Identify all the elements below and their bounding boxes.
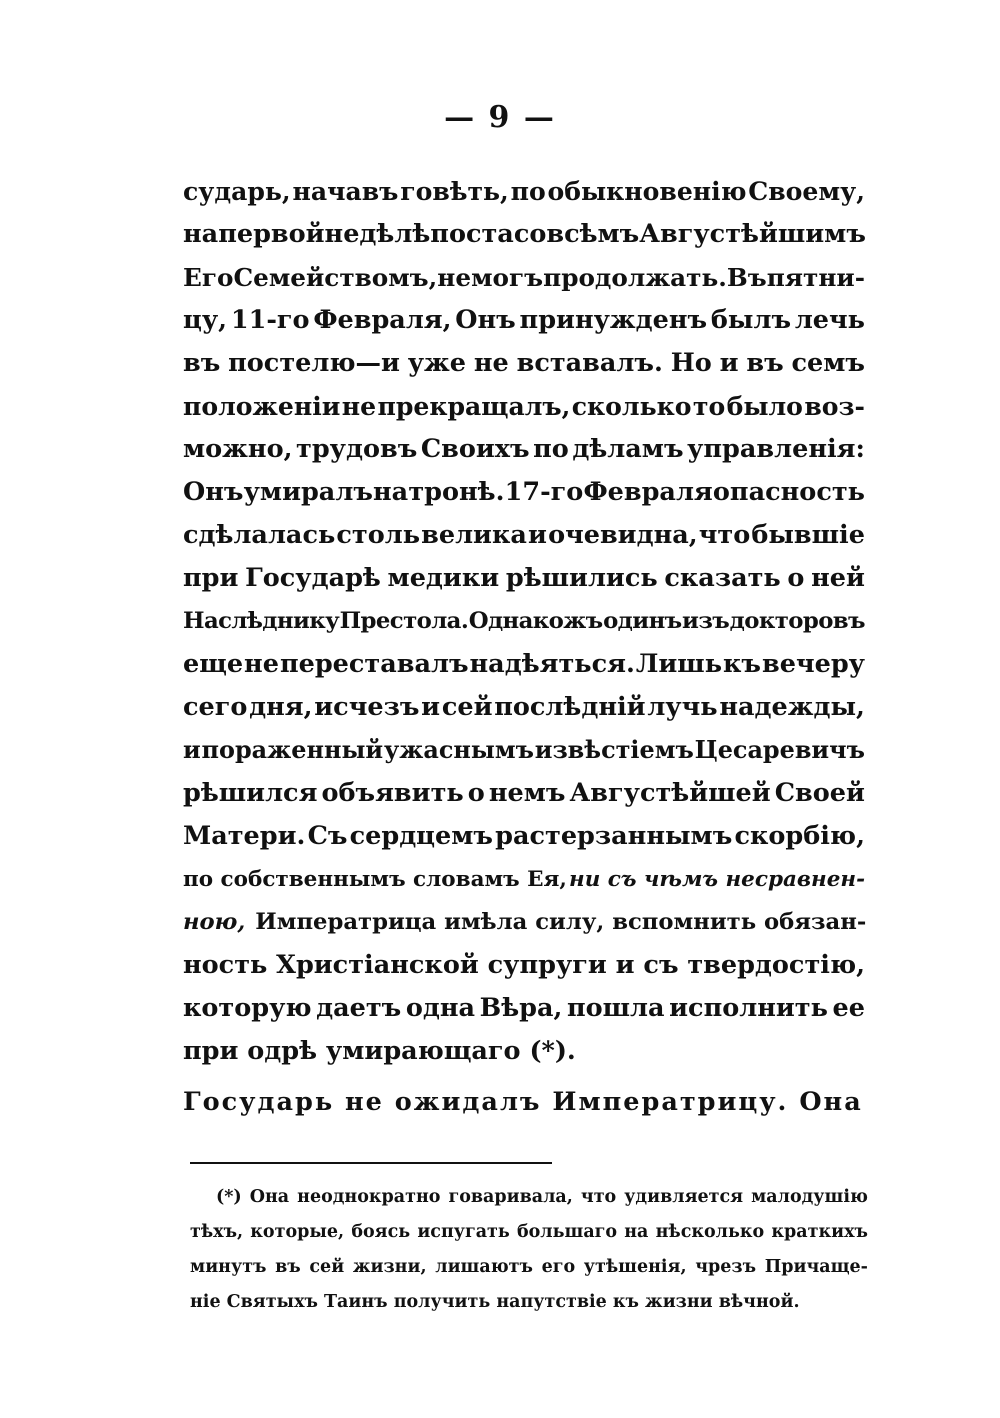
text-line-mixed [183,858,865,901]
text-line: Онъ умиралъ на тронѣ. 17-го Февраля опасность [183,477,865,507]
footnote-line: тѣхъ, которые, боясь испугать большаго на нѣсколько краткихъ [190,1222,868,1242]
footnote-line: ніе Святыхъ Таинъ получить напутствіе къ жизни вѣчной. [190,1292,800,1312]
text-line: при одрѣ умирающаго (*). [183,1036,576,1066]
page-number: — 9 — [444,100,556,135]
text-line: ность Христіанской супруги и съ твердостію, [183,950,865,980]
text-line: рѣшился объявить о немъ Августѣйшей Своей [183,778,865,808]
text-line: на первой недѣлѣ поста со всѣмъ Августѣйшимъ [183,219,866,249]
footnote-line: (*) Она неоднократно говаривала, что удивляется малодушію [216,1187,868,1207]
main-text [183,170,865,1124]
text-line: при Государѣ медики рѣшились сказать о ней [183,563,865,593]
text-line: сего дня, исчезъ и сей послѣдній лучь надежды, [183,692,865,722]
italic-segment: ною, [183,909,246,935]
text-line: цу, 11-го Февраля, Онъ принужденъ былъ лечь [183,305,865,335]
text-line: положеніи не прекращалъ, сколько то было воз- [183,391,865,421]
text-segment: по собственнымъ словамъ Ея, [183,867,567,892]
text-line: можно, трудовъ Своихъ по дѣламъ управленія: [183,434,865,464]
footnote [190,1180,868,1320]
text-line: еще не переставалъ надѣяться. Лишь къ вечеру [183,649,865,679]
footnote-line: минутъ въ сей жизни, лишаютъ его утѣшенія, чрезъ Причаще- [190,1257,868,1277]
text-line-mixed [183,901,865,944]
italic-segment: ни съ чѣмъ несравнен- [569,867,865,892]
text-line: Государь не ожидалъ Императрицу. Она [183,1087,863,1117]
text-line: и пораженный ужаснымъ извѣстіемъ Цесаревичъ [183,736,865,764]
text-line: сударь, начавъ говѣть, по обыкновенію Своему, [183,176,865,206]
text-line: Его Семействомъ, не могъ продолжать. Въ пятни- [183,263,865,292]
footnote-divider [190,1162,552,1164]
text-line: которую даетъ одна Вѣра, пошла исполнить ее [183,993,865,1023]
text-line: Наслѣднику Престола. Однакожъ одинъ изъ докторовъ [183,608,865,634]
text-segment: Императрица имѣла силу, вспомнить обязан- [255,909,867,935]
text-line: Матери. Съ сердцемъ растерзаннымъ скорбію, [183,821,865,851]
text-line: въ постелю—и уже не вставалъ. Но и въ семъ [183,348,865,378]
text-line: сдѣлалась столь велика и очевидна, что бывшіе [183,520,865,550]
